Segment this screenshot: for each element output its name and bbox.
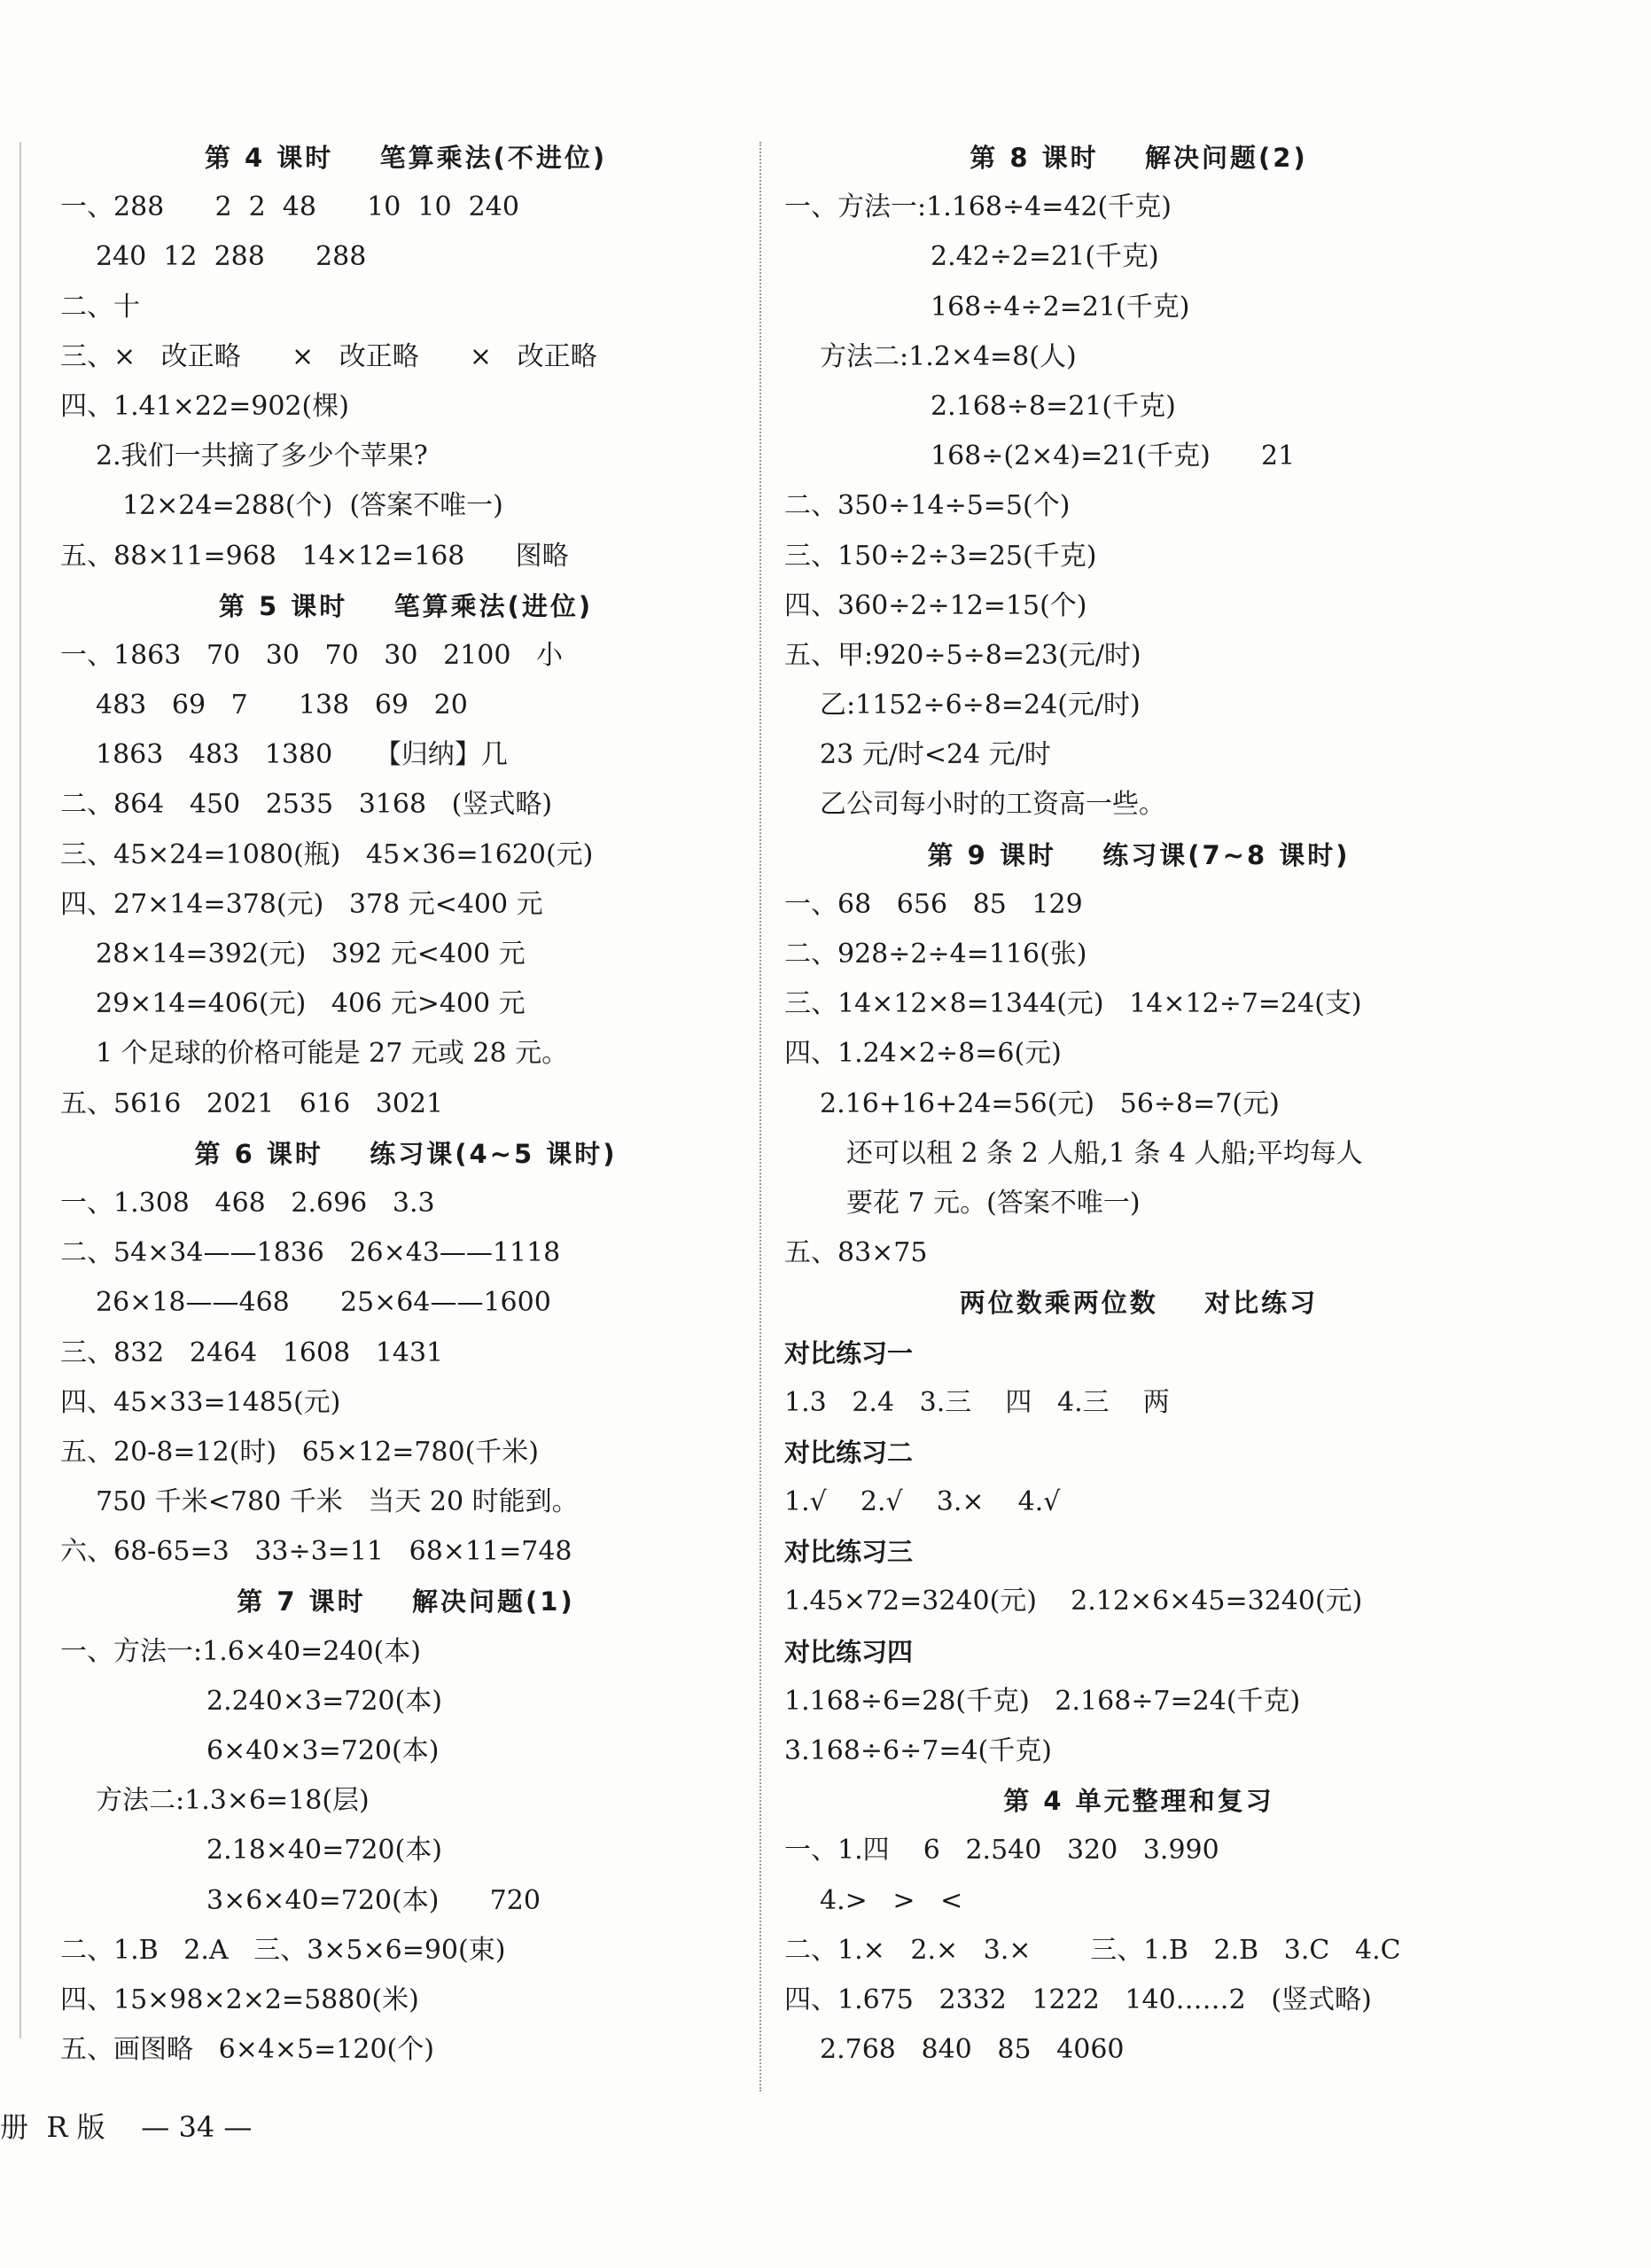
section-heading: 第 8 课时 解决问题(2) [970, 143, 1308, 173]
answer-line: 五、甲:920÷5÷8=23(元/时) [784, 639, 1141, 671]
answer-line: 三、832 2464 1608 1431 [60, 1337, 444, 1368]
answer-line: 168÷(2×4)=21(千克) 21 [931, 440, 1296, 472]
answer-line: 1863 483 1380 【归纳】几 [96, 739, 508, 771]
answer-line: 1.168÷6=28(千克) 2.168÷7=24(千克) [784, 1685, 1301, 1717]
right-column [784, 133, 1493, 2075]
answer-line: 三、150÷2÷3=25(千克) [784, 540, 1097, 572]
answer-line: 一、1.四 6 2.540 320 3.990 [784, 1835, 1219, 1867]
answer-line: 1.√ 2.√ 3.× 4.√ [784, 1486, 1061, 1518]
answer-line: 四、360÷2÷12=15(个) [784, 589, 1087, 621]
section-heading: 第 7 课时 解决问题(1) [237, 1586, 575, 1617]
answer-line: 乙公司每小时的工资高一些。 [820, 789, 1165, 821]
answer-line: 1.3 2.4 3.三 四 4.三 两 [784, 1386, 1170, 1418]
answer-line: 28×14=392(元) 392 元<400 元 [96, 939, 526, 970]
answer-line: 二、54×34——1836 26×43——1118 [60, 1237, 561, 1269]
answer-line: 二、928÷2÷4=116(张) [784, 939, 1087, 970]
answer-line: 三、14×12×8=1344(元) 14×12÷7=24(支) [784, 988, 1362, 1020]
answer-line: 四、1.675 2332 1222 140……2 (竖式略) [784, 1984, 1372, 2015]
answer-line: 2.18×40=720(本) [206, 1835, 442, 1867]
section-heading: 两位数乘两位数 对比练习 [959, 1288, 1319, 1319]
answer-line: 4.> > < [820, 1884, 963, 1916]
answer-line: 6×40×3=720(本) [206, 1735, 440, 1766]
answer-line: 483 69 7 138 69 20 [96, 690, 468, 721]
answer-line: 2.16+16+24=56(元) 56÷8=7(元) [820, 1087, 1280, 1119]
subsection-heading: 对比练习一 [784, 1337, 914, 1368]
answer-line: 四、45×33=1485(元) [60, 1386, 341, 1418]
answer-line: 二、十 [60, 291, 140, 323]
page-edge-mark [19, 142, 21, 2038]
subsection-heading: 对比练习三 [784, 1537, 914, 1568]
answer-line: 三、45×24=1080(瓶) 45×36=1620(元) [60, 838, 594, 870]
answer-line: 四、15×98×2×2=5880(米) [60, 1984, 419, 2015]
section-heading: 第 4 课时 笔算乘法(不进位) [204, 143, 608, 173]
answer-line: 五、83×75 [784, 1237, 928, 1269]
answer-line: 二、864 450 2535 3168 (竖式略) [60, 789, 553, 821]
answer-line: 750 千米<780 千米 当天 20 时能到。 [96, 1486, 579, 1518]
answer-line: 一、1.308 468 2.696 3.3 [60, 1187, 435, 1219]
answer-line: 二、350÷14÷5=5(个) [784, 490, 1071, 522]
answer-line: 2.42÷2=21(千克) [931, 241, 1159, 273]
answer-line: 240 12 288 288 [96, 241, 367, 273]
answer-line: 二、1.B 2.A 三、3×5×6=90(束) [60, 1934, 506, 1966]
answer-line: 一、方法一:1.168÷4=42(千克) [784, 191, 1172, 223]
answer-line: 方法二:1.2×4=8(人) [820, 340, 1077, 372]
answer-line: 乙:1152÷6÷8=24(元/时) [820, 690, 1141, 721]
answer-line: 3×6×40=720(本) 720 [206, 1884, 541, 1916]
answer-line: 四、1.24×2÷8=6(元) [784, 1038, 1062, 1070]
answer-line: 三、× 改正略 × 改正略 × 改正略 [60, 340, 597, 372]
answer-line: 一、68 656 85 129 [784, 888, 1083, 920]
answer-line: 1 个足球的价格可能是 27 元或 28 元。 [96, 1038, 569, 1070]
answer-line: 方法二:1.3×6=18(层) [96, 1785, 370, 1817]
section-heading: 第 4 单元整理和复习 [1003, 1786, 1274, 1817]
answer-line: 要花 7 元。(答案不唯一) [846, 1187, 1141, 1219]
subsection-heading: 对比练习二 [784, 1437, 914, 1468]
answer-line: 一、288 2 2 48 10 10 240 [60, 191, 519, 223]
answer-line: 1.45×72=3240(元) 2.12×6×45=3240(元) [784, 1586, 1363, 1617]
answer-line: 还可以租 2 条 2 人船,1 条 4 人船;平均每人 [846, 1137, 1363, 1169]
answer-line: 一、1863 70 30 70 30 2100 小 [60, 639, 564, 671]
answer-line: 168÷4÷2=21(千克) [931, 291, 1190, 323]
column-divider [759, 142, 761, 2092]
answer-line: 六、68-65=3 33÷3=11 68×11=748 [60, 1536, 572, 1568]
answer-line: 3.168÷6÷7=4(千克) [784, 1735, 1052, 1766]
answer-line: 四、1.41×22=902(棵) [60, 390, 349, 422]
answer-line: 2.168÷8=21(千克) [931, 390, 1176, 422]
answer-line: 29×14=406(元) 406 元>400 元 [96, 988, 526, 1020]
answer-line: 一、方法一:1.6×40=240(本) [60, 1635, 421, 1667]
section-heading: 第 6 课时 练习课(4~5 课时) [194, 1138, 618, 1169]
answer-line: 2.768 840 85 4060 [820, 2034, 1125, 2066]
answer-line: 2.240×3=720(本) [206, 1685, 442, 1717]
answer-line: 五、20-8=12(时) 65×12=780(千米) [60, 1436, 540, 1468]
answer-line: 26×18——468 25×64——1600 [96, 1287, 551, 1319]
section-heading: 第 5 课时 笔算乘法(进位) [218, 590, 594, 621]
section-heading: 第 9 课时 练习课(7~8 课时) [927, 839, 1351, 870]
answer-line: 五、88×11=968 14×12=168 图略 [60, 540, 569, 572]
page-footer: 册 R 版 — 34 — [0, 2110, 253, 2144]
answer-line: 12×24=288(个) (答案不唯一) [122, 490, 503, 522]
answer-line: 23 元/时<24 元/时 [820, 739, 1051, 771]
answer-line: 四、27×14=378(元) 378 元<400 元 [60, 888, 543, 920]
answer-line: 五、画图略 6×4×5=120(个) [60, 2034, 434, 2066]
left-column [60, 133, 752, 2075]
answer-line: 五、5616 2021 616 3021 [60, 1087, 444, 1119]
answer-line: 2.我们一共摘了多少个苹果? [96, 440, 428, 472]
subsection-heading: 对比练习四 [784, 1636, 914, 1667]
answer-line: 二、1.× 2.× 3.× 三、1.B 2.B 3.C 4.C [784, 1934, 1401, 1966]
